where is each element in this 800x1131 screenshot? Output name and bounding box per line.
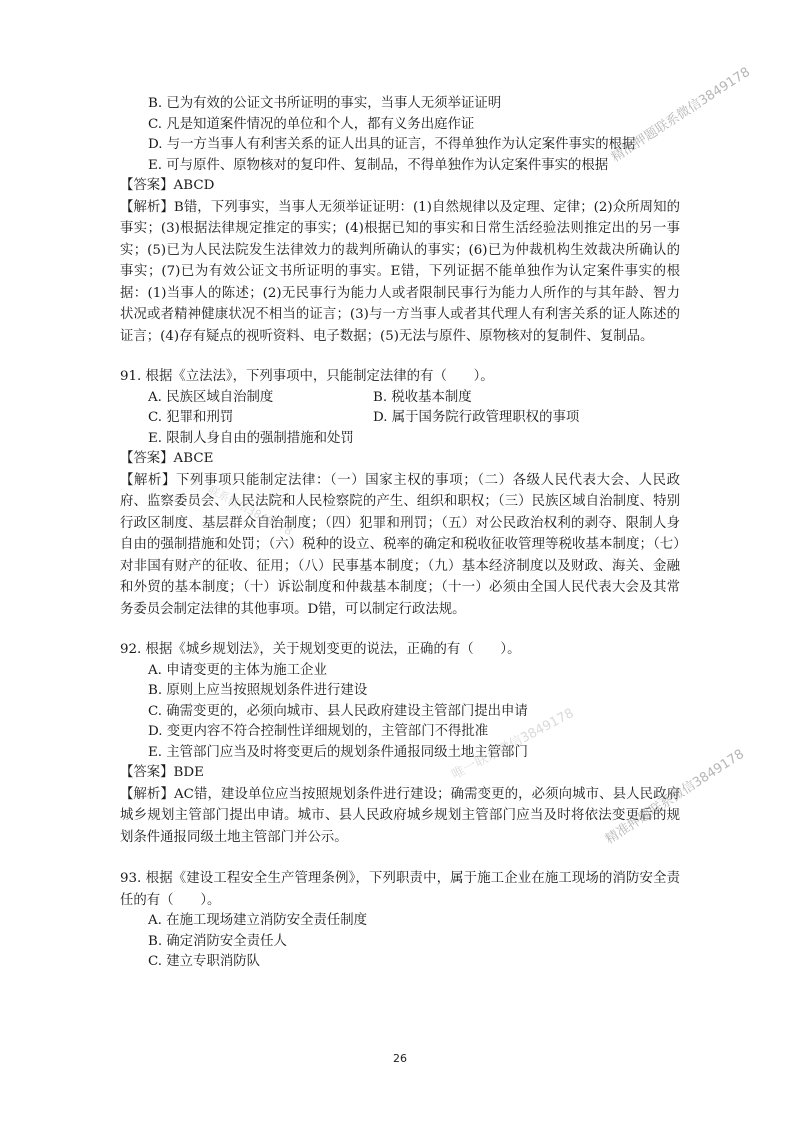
question-92	[120, 640, 680, 848]
page-number: 26	[393, 1052, 407, 1065]
question-93	[120, 868, 680, 973]
q92-option-a: A. 申请变更的主体为施工企业	[148, 662, 327, 678]
q93-stem: 93. 根据《建设工程安全生产管理条例》，下列职责中，属于施工企业在施工现场的消防安全责任的有（ ）。	[120, 871, 680, 908]
q91-options-grid	[120, 388, 680, 429]
q90-analysis: 【解析】B错，下列事实，当事人无须举证证明：(1)自然规律以及定理、定律；(2)众所周知的事实；(3)根据法律规定推定的事实；(4)根据已知的事实和日常生活经验法则推定出的另一事实；(5)已为人民法院发生法律效力的裁判所确认的事实；(6)已为仲裁机构生效裁决所确认的事实；(7)已为有效公证文书所证明的事实。E错，下列证据不能单独作为认定案件事实的根据：(1)当事人的陈述；(2)无民事行为能力人或者限制民事行为能力人所作的与其年龄、智力状况或者精神健康状况不相当的证言；(3)与一方当事人或者其代理人有利害关系的证人陈述的证言；(4)存有疑点的视听资料、电子数据；(5)无法与原件、原物核对的复制件、复制品。	[120, 199, 680, 344]
page-content	[120, 94, 680, 973]
q91-option-c: C. 犯罪和刑罚	[148, 410, 234, 425]
question-90-tail	[120, 94, 680, 347]
q91-analysis: 【解析】下列事项只能制定法律：（一）国家主权的事项；（二）各级人民代表大会、人民政府、监察委员会、人民法院和人民检察院的产生、组织和职权；（三）民族区域自治制度、特别行政区制度、基层群众自治制度；（四）犯罪和刑罚；（五）对公民政治权利的剥夺、限制人身自由的强制措施和处罚；（六）税种的设立、税率的确定和税收征收管理等税收基本制度；（七）对非国有财产的征收、征用；（八）民事基本制度；（九）基本经济制度以及财政、海关、金融和外贸的基本制度；（十）诉讼制度和仲裁基本制度；（十一）必须由全国人民代表大会及其常务委员会制定法律的其他事项。D错，可以制定行政法规。	[120, 472, 680, 617]
q91-stem: 91. 根据《立法法》，下列事项中，只能制定法律的有（ ）。	[120, 369, 494, 384]
watermark-center-faint: 唯一联系微信3849178	[449, 705, 577, 783]
q91-option-d: D. 属于国务院行政管理职权的事项	[373, 410, 580, 425]
q92-option-b: B. 原则上应当按照规划条件进行建设	[148, 683, 368, 698]
q93-option-c: C. 建立专职消防队	[148, 954, 261, 969]
q90-option-e: E. 可与原件、原物核对的复印件、复制品，不得单独作为认定案件事实的根据	[148, 157, 609, 173]
q90-option-d: D. 与一方当事人有利害关系的证人出具的证言，不得单独作为认定案件事实的根据	[148, 137, 636, 152]
watermark-bottom-right: 精准押题联系微信3849178	[603, 746, 747, 848]
q92-analysis: 【解析】AC错，建设单位应当按照规划条件进行建设；确需变更的，必须向城市、县人民政府城乡规划主管部门提出申请。城市、县人民政府城乡规划主管部门应当及时将依法变更后的规划条件通报同级土地主管部门并公示。	[120, 786, 680, 845]
q90-answer: 【答案】ABCD	[120, 178, 215, 193]
q92-option-d: D. 变更内容不符合控制性详细规划的，主管部门不得批准	[148, 724, 489, 739]
q90-option-b: B. 已为有效的公证文书所证明的事实，当事人无须举证证明	[148, 96, 502, 111]
q91-answer: 【答案】ABCE	[120, 451, 214, 466]
q91-option-b: B. 税收基本制度	[373, 389, 472, 405]
q91-option-a: A. 民族区域自治制度	[148, 389, 274, 405]
q92-option-c: C. 确需变更的，必须向城市、县人民政府建设主管部门提出申请	[148, 703, 528, 719]
q91-option-e: E. 限制人身自由的强制措施和处罚	[148, 430, 354, 446]
q90-option-c: C. 凡是知道案件情况的单位和个人，都有义务出庭作证	[148, 116, 475, 132]
watermark-top-right: 精准押题联系微信3849178	[609, 64, 753, 166]
q92-stem: 92. 根据《城乡规划法》，关于规划变更的说法，正确的有（ ）。	[120, 642, 521, 657]
watermark-left-faint: 唯一联系微信3849178	[186, 472, 295, 539]
q92-answer: 【答案】BDE	[120, 765, 204, 780]
q93-option-a: A. 在施工现场建立消防安全责任制度	[148, 913, 368, 928]
q92-option-e: E. 主管部门应当及时将变更后的规划条件通报同级土地主管部门	[148, 744, 528, 760]
q93-option-b: B. 确定消防安全责任人	[148, 933, 287, 949]
